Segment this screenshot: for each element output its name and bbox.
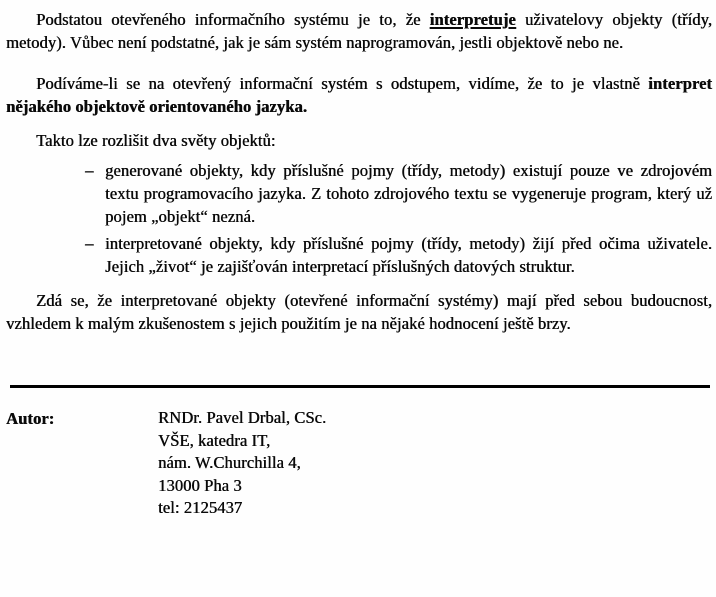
author-city: 13000 Pha 3 — [158, 475, 242, 495]
author-name: RNDr. Pavel Drbal, CSc. — [158, 408, 327, 427]
author-street: nám. W.Churchilla 4, — [158, 453, 301, 472]
dash-bullet-icon: – — [85, 234, 94, 253]
dash-bullet-icon: – — [85, 161, 94, 180]
emphasis-interpretuje: interpretuje — [429, 10, 516, 29]
list-item-interpreted-objects — [85, 232, 712, 278]
paragraph-conclusion: Zdá se, že interpretované objekty (otevřené informační systémy) mají před sebou budoucnost, vzhledem k malým zkušenostem s jejich použitím je na nějaké hodnocení ještě brzy. — [6, 291, 712, 333]
paragraph-two-worlds: Takto lze rozlišit dva světy objektů: — [36, 131, 276, 150]
list-item-text: generované objekty, kdy příslušné pojmy (třídy, metody) existují pouze ve zdrojovém textu programovacího jazyka. Z tohoto zdrojového textu se vygeneruje program, který už pojem „objekt“ nezná. — [105, 161, 712, 226]
paragraph-text: Podíváme-li se na otevřený informační systém s odstupem, vidíme, že to je vlastně — [36, 74, 649, 93]
author-phone: tel: 2125437 — [158, 498, 243, 517]
paragraph-open-system — [6, 8, 712, 54]
paragraph-text: uživatelovy objekty (třídy, metody). Vůbec není podstatné, jak je sám systém naprogramován, jestli objektově nebo ne. — [6, 10, 713, 52]
author-section — [6, 407, 712, 520]
paragraph-interpret — [6, 72, 712, 118]
author-label: Autor: — [6, 409, 55, 428]
horizontal-divider — [10, 385, 710, 388]
author-institution: VŠE, katedra IT, — [158, 430, 271, 450]
emphasis-interpret-jazyka: interpret nějakého objektově orientovaného jazyka. — [6, 74, 712, 116]
paragraph-text: Podstatou otevřeného informačního systému je to, že — [36, 10, 430, 29]
object-worlds-list — [6, 159, 712, 278]
list-item-generated-objects — [85, 159, 712, 228]
author-details — [158, 407, 326, 520]
list-item-text: interpretované objekty, kdy příslušné pojmy (třídy, metody) žijí před očima uživatele. Jejich „život“ je zajišťován interpretací příslušných datových struktur. — [105, 234, 712, 276]
